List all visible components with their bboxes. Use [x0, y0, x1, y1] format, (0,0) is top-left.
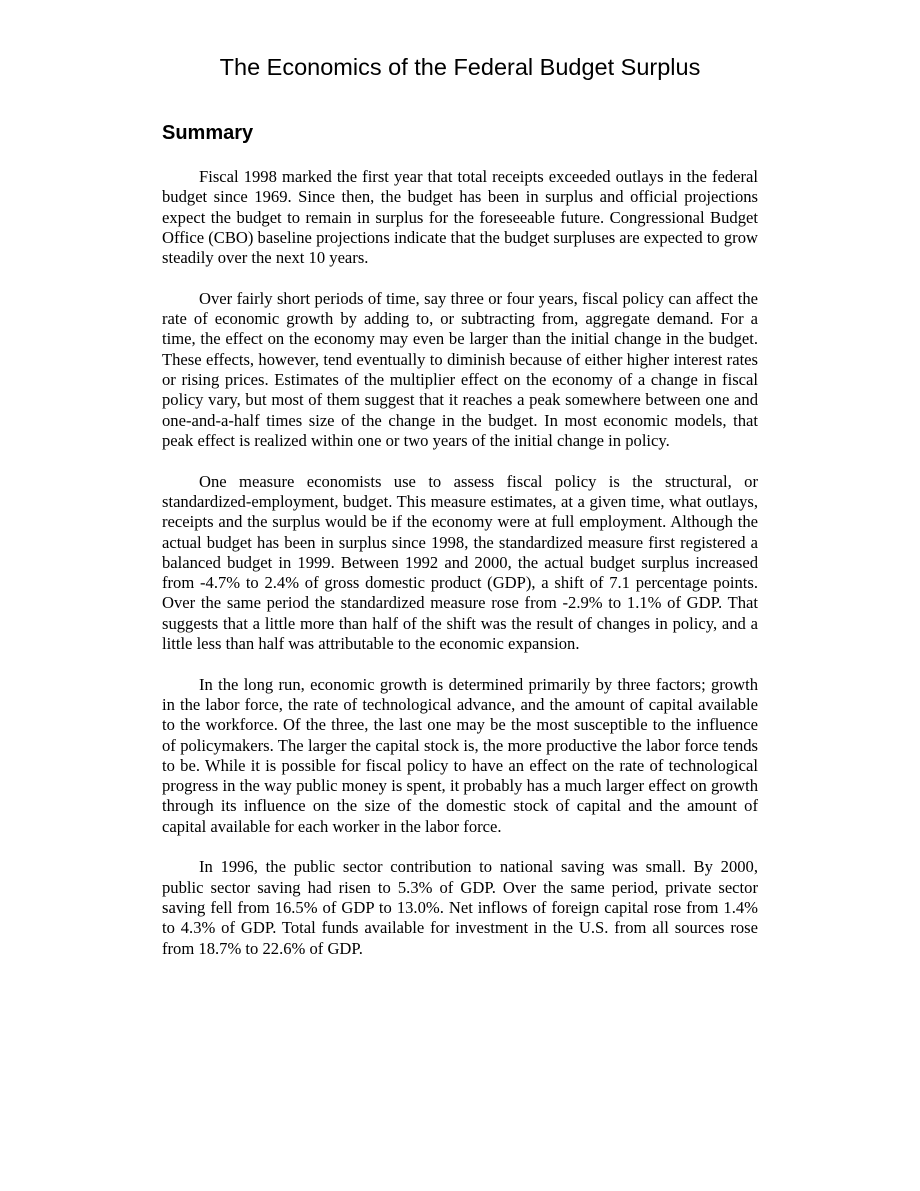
paragraph: One measure economists use to assess fiscal policy is the structural, or standardized-employment, budget. This measure estimates, at a given time, what outlays, receipts and the surplus would be if the economy were at full employment. Although the actual budget has been in surplus since 1998, the standardized measure first registered a balanced budget in 1999. Between 1992 and 2000, the actual budget surplus increased from -4.7% to 2.4% of gross domestic product (GDP), a shift of 7.1 percentage points. Over the same period the standardized measure rose from -2.9% to 1.1% of GDP. That suggests that a little more than half of the shift was the result of changes in policy, and a little less than half was attributable to the economic expansion. [162, 471, 758, 654]
document-body [162, 167, 758, 979]
document-title: The Economics of the Federal Budget Surplus [219, 54, 701, 80]
paragraph: In the long run, economic growth is determined primarily by three factors; growth in the labor force, the rate of technological advance, and the amount of capital available to the workforce. Of the three, the last one may be the most susceptible to the influence of policymakers. The larger the capital stock is, the more productive the labor force tends to be. While it is possible for fiscal policy to have an effect on the rate of technological progress in the way public money is spent, it probably has a much larger effect on growth through its influence on the size of the domestic stock of capital and the amount of capital available for each worker in the labor force. [162, 674, 758, 836]
paragraph: Fiscal 1998 marked the first year that total receipts exceeded outlays in the federal budget since 1969. Since then, the budget has been in surplus and official projections expect the budget to remain in surplus for the foreseeable future. Congressional Budget Office (CBO) baseline projections indicate that the budget surpluses are expected to grow steadily over the next 10 years. [162, 167, 758, 268]
paragraph: Over fairly short periods of time, say three or four years, fiscal policy can affect the rate of economic growth by adding to, or subtracting from, aggregate demand. For a time, the effect on the economy may even be larger than the initial change in the budget. These effects, however, tend eventually to diminish because of either higher interest rates or rising prices. Estimates of the multiplier effect on the economy of a change in fiscal policy vary, but most of them suggest that it reaches a peak somewhere between one and one-and-a-half times size of the change in the budget. In most economic models, that peak effect is realized within one or two years of the initial change in policy. [162, 288, 758, 450]
paragraph: In 1996, the public sector contribution to national saving was small. By 2000, public sector saving had risen to 5.3% of GDP. Over the same period, private sector saving fell from 16.5% of GDP to 13.0%. Net inflows of foreign capital rose from 1.4% to 4.3% of GDP. Total funds available for investment in the U.S. from all sources rose from 18.7% to 22.6% of GDP. [162, 857, 758, 958]
section-heading-summary: Summary [162, 122, 254, 144]
